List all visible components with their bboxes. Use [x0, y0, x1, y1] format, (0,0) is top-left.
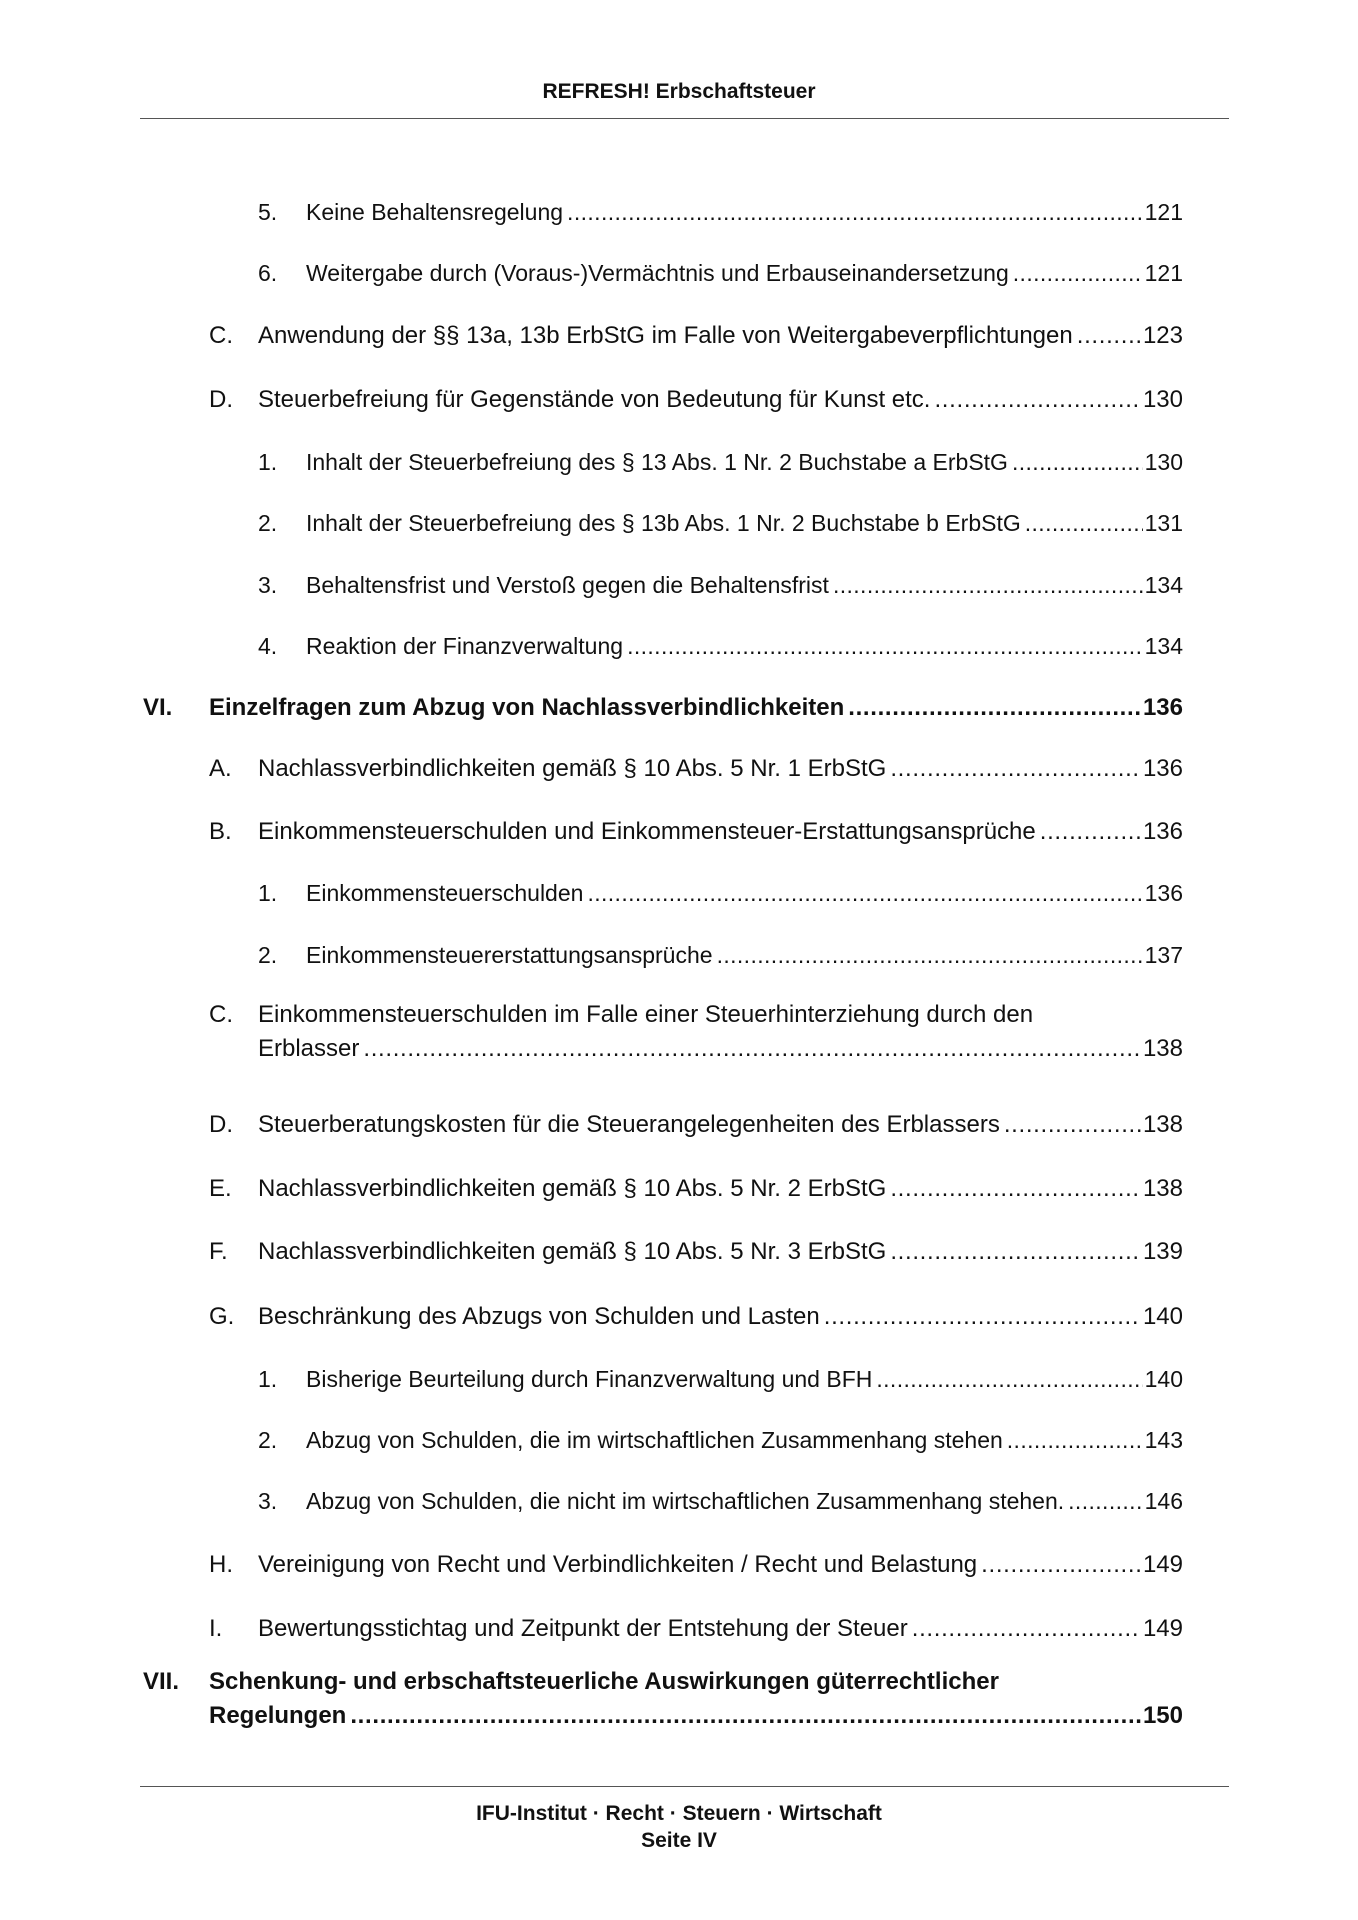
dot-leader	[1025, 506, 1143, 540]
toc-entry-title: Vereinigung von Recht und Verbindlichkeiten / Recht und Belastung	[258, 1551, 978, 1578]
toc-entry-page: 134	[1144, 572, 1183, 598]
toc-entry-page: 149	[1142, 1615, 1183, 1642]
toc-entry-number: VI.	[143, 694, 173, 721]
toc-entry-title: Anwendung der §§ 13a, 13b ErbStG im Falle von Weitergabeverpflichtungen	[258, 322, 1073, 349]
dot-leader	[934, 383, 1140, 417]
dot-leader	[1068, 1484, 1142, 1518]
toc-entry-number: 5.	[258, 199, 278, 225]
toc-entry-number: C.	[209, 1001, 233, 1028]
toc-entry-page: 146	[1144, 1488, 1183, 1514]
dot-leader	[848, 691, 1141, 725]
toc-entry-number: 6.	[258, 260, 278, 286]
toc-entry-number: 1.	[258, 449, 278, 475]
toc-entry-title: Inhalt der Steuerbefreiung des § 13b Abs. 1 Nr. 2 Buchstabe b ErbStG	[306, 510, 1021, 536]
dot-leader	[833, 568, 1143, 602]
dot-leader	[717, 938, 1143, 972]
toc-entry-title: Einkommensteuerschulden im Falle einer Steuerhinterziehung durch den	[258, 1001, 1034, 1028]
toc-entry-title: Steuerbefreiung für Gegenstände von Bedeutung für Kunst etc.	[258, 386, 931, 413]
toc-entry-number: VII.	[143, 1668, 180, 1695]
dot-leader	[890, 1235, 1141, 1269]
toc-entry-title: Inhalt der Steuerbefreiung des § 13 Abs. 1 Nr. 2 Buchstabe a ErbStG	[306, 449, 1008, 475]
footer-institute: IFU-Institut · Recht · Steuern · Wirtschaft	[476, 1802, 882, 1825]
toc-entry-title: Beschränkung des Abzugs von Schulden und Lasten	[258, 1303, 820, 1330]
toc-entry-title: Behaltensfrist und Verstoß gegen die Behaltensfrist	[306, 572, 829, 598]
dot-leader	[890, 752, 1141, 786]
dot-leader	[981, 1548, 1141, 1582]
toc-entry-title: Reaktion der Finanzverwaltung	[306, 633, 624, 659]
toc-entry-title: Einkommensteuerschulden	[306, 880, 584, 906]
toc-entry-number: D.	[209, 386, 233, 413]
toc-entry-page: 136	[1144, 880, 1183, 906]
dot-leader	[1013, 256, 1143, 290]
toc-entry-page: 140	[1142, 1303, 1183, 1330]
toc-entry-page: 143	[1144, 1427, 1183, 1453]
toc-entry-number: 4.	[258, 633, 278, 659]
toc-entry-page: 140	[1144, 1366, 1183, 1392]
dot-leader	[1012, 445, 1143, 479]
toc-entry-page: 121	[1144, 199, 1183, 225]
toc-entry-title-continued: Regelungen	[209, 1702, 347, 1729]
toc-entry-number: I.	[209, 1615, 223, 1642]
toc-entry-number: E.	[209, 1175, 232, 1202]
page-number: Seite IV	[641, 1829, 717, 1852]
toc-entry-number: 3.	[258, 572, 278, 598]
toc-entry-number: D.	[209, 1111, 233, 1138]
dot-leader	[890, 1172, 1141, 1206]
dot-leader	[363, 1032, 1141, 1066]
toc-entry-number: 1.	[258, 1366, 278, 1392]
toc-entry-page: 137	[1144, 942, 1183, 968]
toc-entry-number: 2.	[258, 942, 278, 968]
toc-entry-page: 136	[1142, 694, 1183, 721]
toc-entry-number: 2.	[258, 510, 278, 536]
footer-rule	[140, 1786, 1229, 1787]
toc-entry-page: 136	[1142, 755, 1183, 782]
toc-entry-title: Abzug von Schulden, die im wirtschaftlichen Zusammenhang stehen	[306, 1427, 1003, 1453]
running-header: REFRESH! Erbschaftsteuer	[542, 80, 816, 103]
toc-entry-title: Bewertungsstichtag und Zeitpunkt der Entstehung der Steuer	[258, 1615, 908, 1642]
toc-entry-title: Steuerberatungskosten für die Steuerangelegenheiten des Erblassers	[258, 1111, 1000, 1138]
dot-leader	[1077, 319, 1141, 353]
toc-entry-page: 139	[1142, 1238, 1183, 1265]
toc-entry-title: Weitergabe durch (Voraus-)Vermächtnis und Erbauseinandersetzung	[306, 260, 1009, 286]
toc-entry-number: C.	[209, 322, 233, 349]
toc-entry-page: 130	[1142, 386, 1183, 413]
toc-entry-page: 138	[1142, 1111, 1183, 1138]
toc-entry-number: 3.	[258, 1488, 278, 1514]
toc-entry-title: Einzelfragen zum Abzug von Nachlassverbindlichkeiten	[209, 694, 845, 721]
toc-entry-number: 2.	[258, 1427, 278, 1453]
toc-entry-title: Abzug von Schulden, die nicht im wirtschaftlichen Zusammenhang stehen.	[306, 1488, 1065, 1514]
dot-leader	[1007, 1423, 1143, 1457]
dot-leader	[587, 876, 1142, 910]
toc-entry-title: Einkommensteuererstattungsansprüche	[306, 942, 713, 968]
toc-entry-page: 149	[1142, 1551, 1183, 1578]
dot-leader	[1040, 815, 1141, 849]
toc-entry-page: 138	[1142, 1175, 1183, 1202]
toc-entry-page: 121	[1144, 260, 1183, 286]
toc-entry-title: Keine Behaltensregelung	[306, 199, 564, 225]
toc-entry-title: Nachlassverbindlichkeiten gemäß § 10 Abs. 5 Nr. 3 ErbStG	[258, 1238, 887, 1265]
toc-entry-number: G.	[209, 1303, 235, 1330]
toc-entry-number: B.	[209, 818, 232, 845]
dot-leader	[876, 1362, 1142, 1396]
toc-entry-page: 150	[1142, 1702, 1183, 1729]
toc-entry-page: 131	[1144, 510, 1183, 536]
toc-entry-title: Bisherige Beurteilung durch Finanzverwaltung und BFH	[306, 1366, 873, 1392]
toc-entry-number: A.	[209, 755, 232, 782]
toc-entry-title-continued: Erblasser	[258, 1035, 360, 1062]
toc-entry-page: 134	[1144, 633, 1183, 659]
toc-entry-title: Schenkung- und erbschaftsteuerliche Auswirkungen güterrechtlicher	[209, 1668, 999, 1695]
toc-entry-number: H.	[209, 1551, 233, 1578]
dot-leader	[824, 1300, 1141, 1334]
dot-leader	[912, 1612, 1141, 1646]
toc-entry-number: 1.	[258, 880, 278, 906]
toc-entry-title: Nachlassverbindlichkeiten gemäß § 10 Abs. 5 Nr. 1 ErbStG	[258, 755, 887, 782]
toc-entry-page: 123	[1142, 322, 1183, 349]
dot-leader	[1004, 1108, 1141, 1142]
dot-leader	[567, 195, 1143, 229]
toc-entry-number: F.	[209, 1238, 228, 1265]
toc-entry-page: 130	[1144, 449, 1183, 475]
toc-entry-title: Nachlassverbindlichkeiten gemäß § 10 Abs. 5 Nr. 2 ErbStG	[258, 1175, 887, 1202]
toc-entry-page: 138	[1142, 1035, 1183, 1062]
toc-entry-page: 136	[1142, 818, 1183, 845]
dot-leader	[627, 629, 1143, 663]
toc-entry-title: Einkommensteuerschulden und Einkommensteuer-Erstattungsansprüche	[258, 818, 1036, 845]
dot-leader	[350, 1699, 1141, 1733]
